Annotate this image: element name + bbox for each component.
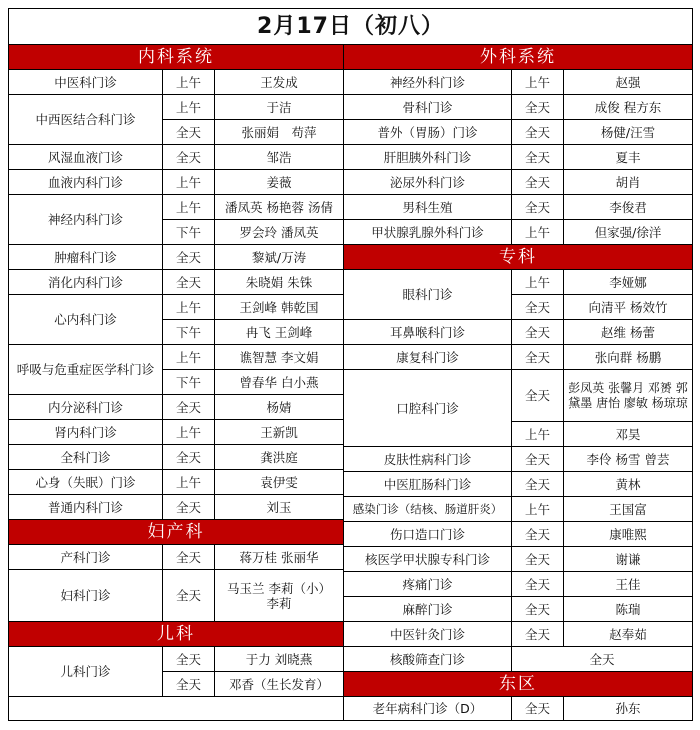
dept-cell: 伤口造口门诊 (344, 522, 512, 547)
slot-cell: 上午 (163, 70, 215, 95)
slot-cell: 上午 (512, 270, 564, 295)
doctor-cell: 张丽娟 苟萍 (215, 120, 344, 145)
doctor-cell: 马玉兰 李莉（小）李莉 (215, 570, 344, 622)
slot-cell: 上午 (512, 422, 564, 447)
doctor-cell: 陈瑞 (564, 597, 693, 622)
section-header-east-district: 东区 (344, 672, 693, 697)
dept-cell: 心身（失眠）门诊 (8, 470, 163, 495)
dept-cell: 神经内科门诊 (8, 195, 163, 245)
section-header-surgery: 外科系统 (344, 45, 693, 70)
slot-cell: 全天 (512, 370, 564, 422)
slot-cell: 下午 (163, 320, 215, 345)
doctor-cell: 王国富 (564, 497, 693, 522)
dept-cell: 耳鼻喉科门诊 (344, 320, 512, 345)
section-header-obgyn: 妇产科 (8, 520, 344, 545)
doctor-cell: 王佳 (564, 572, 693, 597)
dept-cell: 眼科门诊 (344, 270, 512, 320)
doctor-cell: 但家强/徐洋 (564, 220, 693, 245)
dept-cell: 神经外科门诊 (344, 70, 512, 95)
slot-cell: 上午 (512, 220, 564, 245)
slot-cell: 全天 (512, 472, 564, 497)
doctor-cell: 朱晓娟 朱铢 (215, 270, 344, 295)
slot-cell: 上午 (163, 420, 215, 445)
slot-cell: 全天 (512, 320, 564, 345)
dept-cell: 血液内科门诊 (8, 170, 163, 195)
slot-cell: 全天 (512, 345, 564, 370)
slot-cell: 上午 (163, 345, 215, 370)
doctor-cell: 邓香（生长发育） (215, 672, 344, 697)
doctor-cell: 邓昊 (564, 422, 693, 447)
dept-cell: 风湿血液门诊 (8, 145, 163, 170)
doctor-cell: 夏丰 (564, 145, 693, 170)
slot-cell: 上午 (163, 195, 215, 220)
dept-cell: 产科门诊 (8, 545, 163, 570)
dept-cell: 普通内科门诊 (8, 495, 163, 520)
slot-cell: 上午 (512, 497, 564, 522)
dept-cell: 消化内科门诊 (8, 270, 163, 295)
doctor-cell: 刘玉 (215, 495, 344, 520)
slot-cell: 全天 (163, 245, 215, 270)
section-header-internal-medicine: 内科系统 (8, 45, 344, 70)
doctor-cell: 谯智慧 李文娟 (215, 345, 344, 370)
doctor-cell: 王新凯 (215, 420, 344, 445)
dept-cell: 麻醉门诊 (344, 597, 512, 622)
slot-cell: 全天 (512, 522, 564, 547)
dept-cell: 康复科门诊 (344, 345, 512, 370)
slot-cell: 全天 (512, 170, 564, 195)
doctor-cell: 王剑峰 韩乾国 (215, 295, 344, 320)
empty-cell (8, 697, 344, 721)
doctor-cell: 张向群 杨鹏 (564, 345, 693, 370)
slot-cell: 全天 (512, 572, 564, 597)
slot-cell: 全天 (163, 495, 215, 520)
slot-cell: 全天 (163, 445, 215, 470)
doctor-cell: 孙东 (564, 697, 693, 721)
dept-cell: 中医科门诊 (8, 70, 163, 95)
dept-cell: 肿瘤科门诊 (8, 245, 163, 270)
dept-cell: 呼吸与危重症医学科门诊 (8, 345, 163, 395)
dept-cell: 核酸筛查门诊 (344, 647, 512, 672)
doctor-cell: 胡肖 (564, 170, 693, 195)
slot-cell: 全天 (163, 270, 215, 295)
doctor-cell: 彭凤英 张馨月 邓赟 郭黛墨 唐怡 廖敏 杨琼琼 (564, 370, 693, 422)
dept-cell: 内分泌科门诊 (8, 395, 163, 420)
dept-cell: 肾内科门诊 (8, 420, 163, 445)
slot-cell: 下午 (163, 370, 215, 395)
doctor-cell: 袁伊雯 (215, 470, 344, 495)
doctor-cell: 冉飞 王剑峰 (215, 320, 344, 345)
dept-cell: 普外（胃肠）门诊 (344, 120, 512, 145)
slot-cell: 全天 (163, 145, 215, 170)
dept-cell: 肝胆胰外科门诊 (344, 145, 512, 170)
doctor-cell: 谢谦 (564, 547, 693, 572)
slot-cell: 全天 (163, 570, 215, 622)
slot-cell: 全天 (512, 195, 564, 220)
doctor-cell: 黎斌/万涛 (215, 245, 344, 270)
slot-cell: 全天 (512, 622, 564, 647)
doctor-cell: 龚洪庭 (215, 445, 344, 470)
slot-cell-merged: 全天 (512, 647, 693, 672)
doctor-cell: 李俊君 (564, 195, 693, 220)
doctor-cell: 康唯熙 (564, 522, 693, 547)
doctor-cell: 于洁 (215, 95, 344, 120)
doctor-cell: 王发成 (215, 70, 344, 95)
doctor-cell: 曾春华 白小燕 (215, 370, 344, 395)
doctor-cell: 李伶 杨雪 曾芸 (564, 447, 693, 472)
doctor-cell: 姜薇 (215, 170, 344, 195)
slot-cell: 全天 (163, 120, 215, 145)
dept-cell: 口腔科门诊 (344, 370, 512, 447)
page-title: 2月17日（初八） (8, 8, 693, 45)
slot-cell: 全天 (512, 145, 564, 170)
slot-cell: 上午 (163, 95, 215, 120)
dept-cell: 老年病科门诊（D） (344, 697, 512, 721)
slot-cell: 全天 (163, 395, 215, 420)
dept-cell: 中医肛肠科门诊 (344, 472, 512, 497)
dept-cell: 甲状腺乳腺外科门诊 (344, 220, 512, 245)
slot-cell: 全天 (512, 597, 564, 622)
section-header-pediatrics: 儿科 (8, 622, 344, 647)
dept-cell: 儿科门诊 (8, 647, 163, 697)
slot-cell: 全天 (163, 647, 215, 672)
doctor-cell: 向清平 杨效竹 (564, 295, 693, 320)
doctor-cell: 李娅娜 (564, 270, 693, 295)
dept-cell: 中西医结合科门诊 (8, 95, 163, 145)
dept-cell: 泌尿外科门诊 (344, 170, 512, 195)
dept-cell: 核医学甲状腺专科门诊 (344, 547, 512, 572)
dept-cell: 男科生殖 (344, 195, 512, 220)
dept-cell: 骨科门诊 (344, 95, 512, 120)
slot-cell: 全天 (512, 120, 564, 145)
doctor-cell: 赵奉茹 (564, 622, 693, 647)
doctor-cell: 成俊 程方东 (564, 95, 693, 120)
slot-cell: 上午 (512, 70, 564, 95)
doctor-cell: 蒋万桂 张丽华 (215, 545, 344, 570)
section-header-specialty: 专科 (344, 245, 693, 270)
doctor-cell: 杨婧 (215, 395, 344, 420)
slot-cell: 全天 (512, 295, 564, 320)
slot-cell: 上午 (163, 170, 215, 195)
doctor-cell: 黄林 (564, 472, 693, 497)
doctor-cell: 赵维 杨蕾 (564, 320, 693, 345)
dept-cell: 全科门诊 (8, 445, 163, 470)
slot-cell: 上午 (163, 470, 215, 495)
doctor-cell: 于力 刘晓燕 (215, 647, 344, 672)
doctor-cell: 邹浩 (215, 145, 344, 170)
dept-cell: 感染门诊（结核、肠道肝炎） (344, 497, 512, 522)
dept-cell: 疼痛门诊 (344, 572, 512, 597)
slot-cell: 全天 (512, 547, 564, 572)
dept-cell: 中医针灸门诊 (344, 622, 512, 647)
dept-cell: 皮肤性病科门诊 (344, 447, 512, 472)
slot-cell: 上午 (163, 295, 215, 320)
slot-cell: 全天 (512, 447, 564, 472)
dept-cell: 妇科门诊 (8, 570, 163, 622)
slot-cell: 全天 (163, 545, 215, 570)
slot-cell: 全天 (512, 697, 564, 721)
dept-cell: 心内科门诊 (8, 295, 163, 345)
doctor-cell: 赵强 (564, 70, 693, 95)
doctor-cell: 罗会玲 潘凤英 (215, 220, 344, 245)
slot-cell: 下午 (163, 220, 215, 245)
slot-cell: 全天 (163, 672, 215, 697)
doctor-cell: 潘凤英 杨艳蓉 汤倩 (215, 195, 344, 220)
doctor-cell: 杨健/汪雪 (564, 120, 693, 145)
slot-cell: 全天 (512, 95, 564, 120)
